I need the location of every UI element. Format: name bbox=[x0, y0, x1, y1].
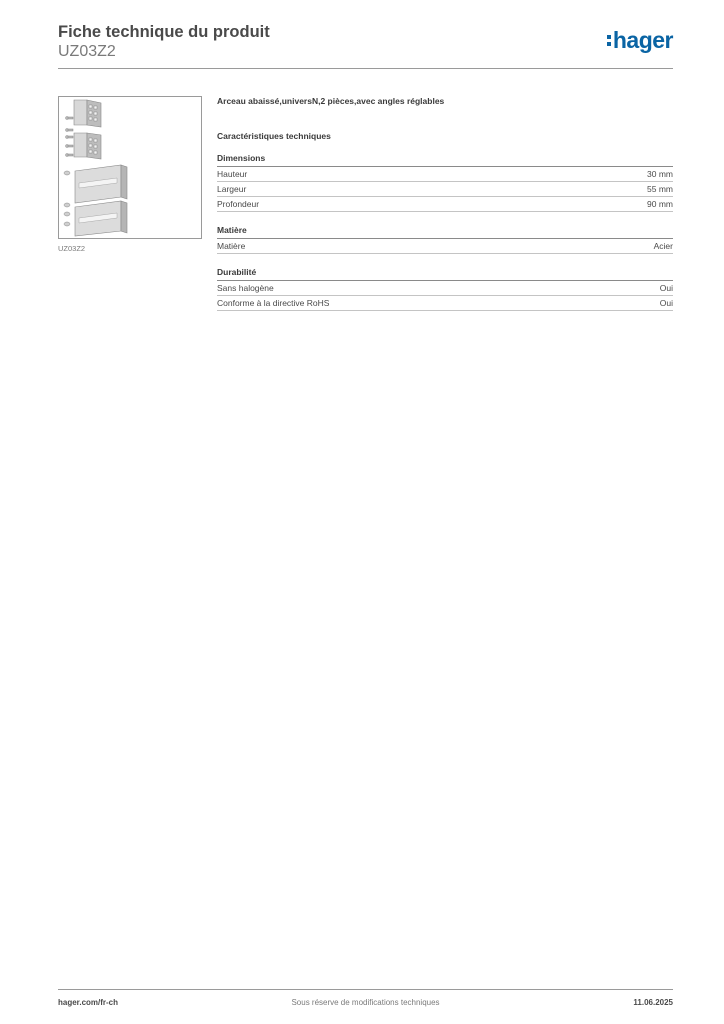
section-title: Caractéristiques techniques bbox=[217, 131, 331, 141]
group-title: Matière bbox=[217, 225, 673, 239]
spec-group-material bbox=[217, 225, 673, 254]
spec-label: Largeur bbox=[217, 184, 247, 194]
logo-dots-icon bbox=[607, 35, 611, 46]
footer-website-link[interactable]: hager.com/fr-ch bbox=[58, 998, 119, 1007]
logo-text: hager bbox=[612, 27, 673, 53]
group-title: Dimensions bbox=[217, 153, 673, 167]
spec-value: 90 mm bbox=[647, 199, 673, 209]
spec-group-dimensions bbox=[217, 153, 673, 212]
product-reference: UZ03Z2 bbox=[58, 43, 116, 60]
document-title: Fiche technique du produit bbox=[58, 23, 270, 41]
product-content bbox=[217, 96, 673, 311]
spec-row bbox=[217, 296, 673, 311]
hager-logo[interactable] bbox=[607, 27, 673, 54]
spec-row bbox=[217, 239, 673, 254]
footer-date: 11.06.2025 bbox=[633, 998, 673, 1007]
spec-value: Oui bbox=[659, 298, 673, 308]
image-caption: UZ03Z2 bbox=[58, 244, 86, 253]
spec-row bbox=[217, 281, 673, 296]
footer-disclaimer: Sous réserve de modifications techniques bbox=[291, 998, 440, 1007]
spec-row bbox=[217, 182, 673, 197]
spec-value: 30 mm bbox=[647, 169, 673, 179]
spec-group-durability bbox=[217, 267, 673, 311]
bracket-illustration-icon bbox=[59, 97, 201, 238]
spec-label: Conforme à la directive RoHS bbox=[217, 298, 330, 308]
product-description: Arceau abaissé,universN,2 pièces,avec angles réglables bbox=[217, 96, 445, 106]
spec-value: 55 mm bbox=[647, 184, 673, 194]
spec-row bbox=[217, 167, 673, 182]
spec-label: Matière bbox=[217, 241, 246, 251]
spec-label: Hauteur bbox=[217, 169, 248, 179]
spec-value: Acier bbox=[653, 241, 673, 251]
page-header bbox=[58, 22, 673, 70]
spec-value: Oui bbox=[659, 283, 673, 293]
header-divider bbox=[58, 68, 673, 69]
product-image bbox=[58, 96, 202, 239]
spec-label: Profondeur bbox=[217, 199, 260, 209]
footer-divider bbox=[58, 989, 673, 990]
group-title: Durabilité bbox=[217, 267, 673, 281]
spec-label: Sans halogène bbox=[217, 283, 274, 293]
spec-row bbox=[217, 197, 673, 212]
